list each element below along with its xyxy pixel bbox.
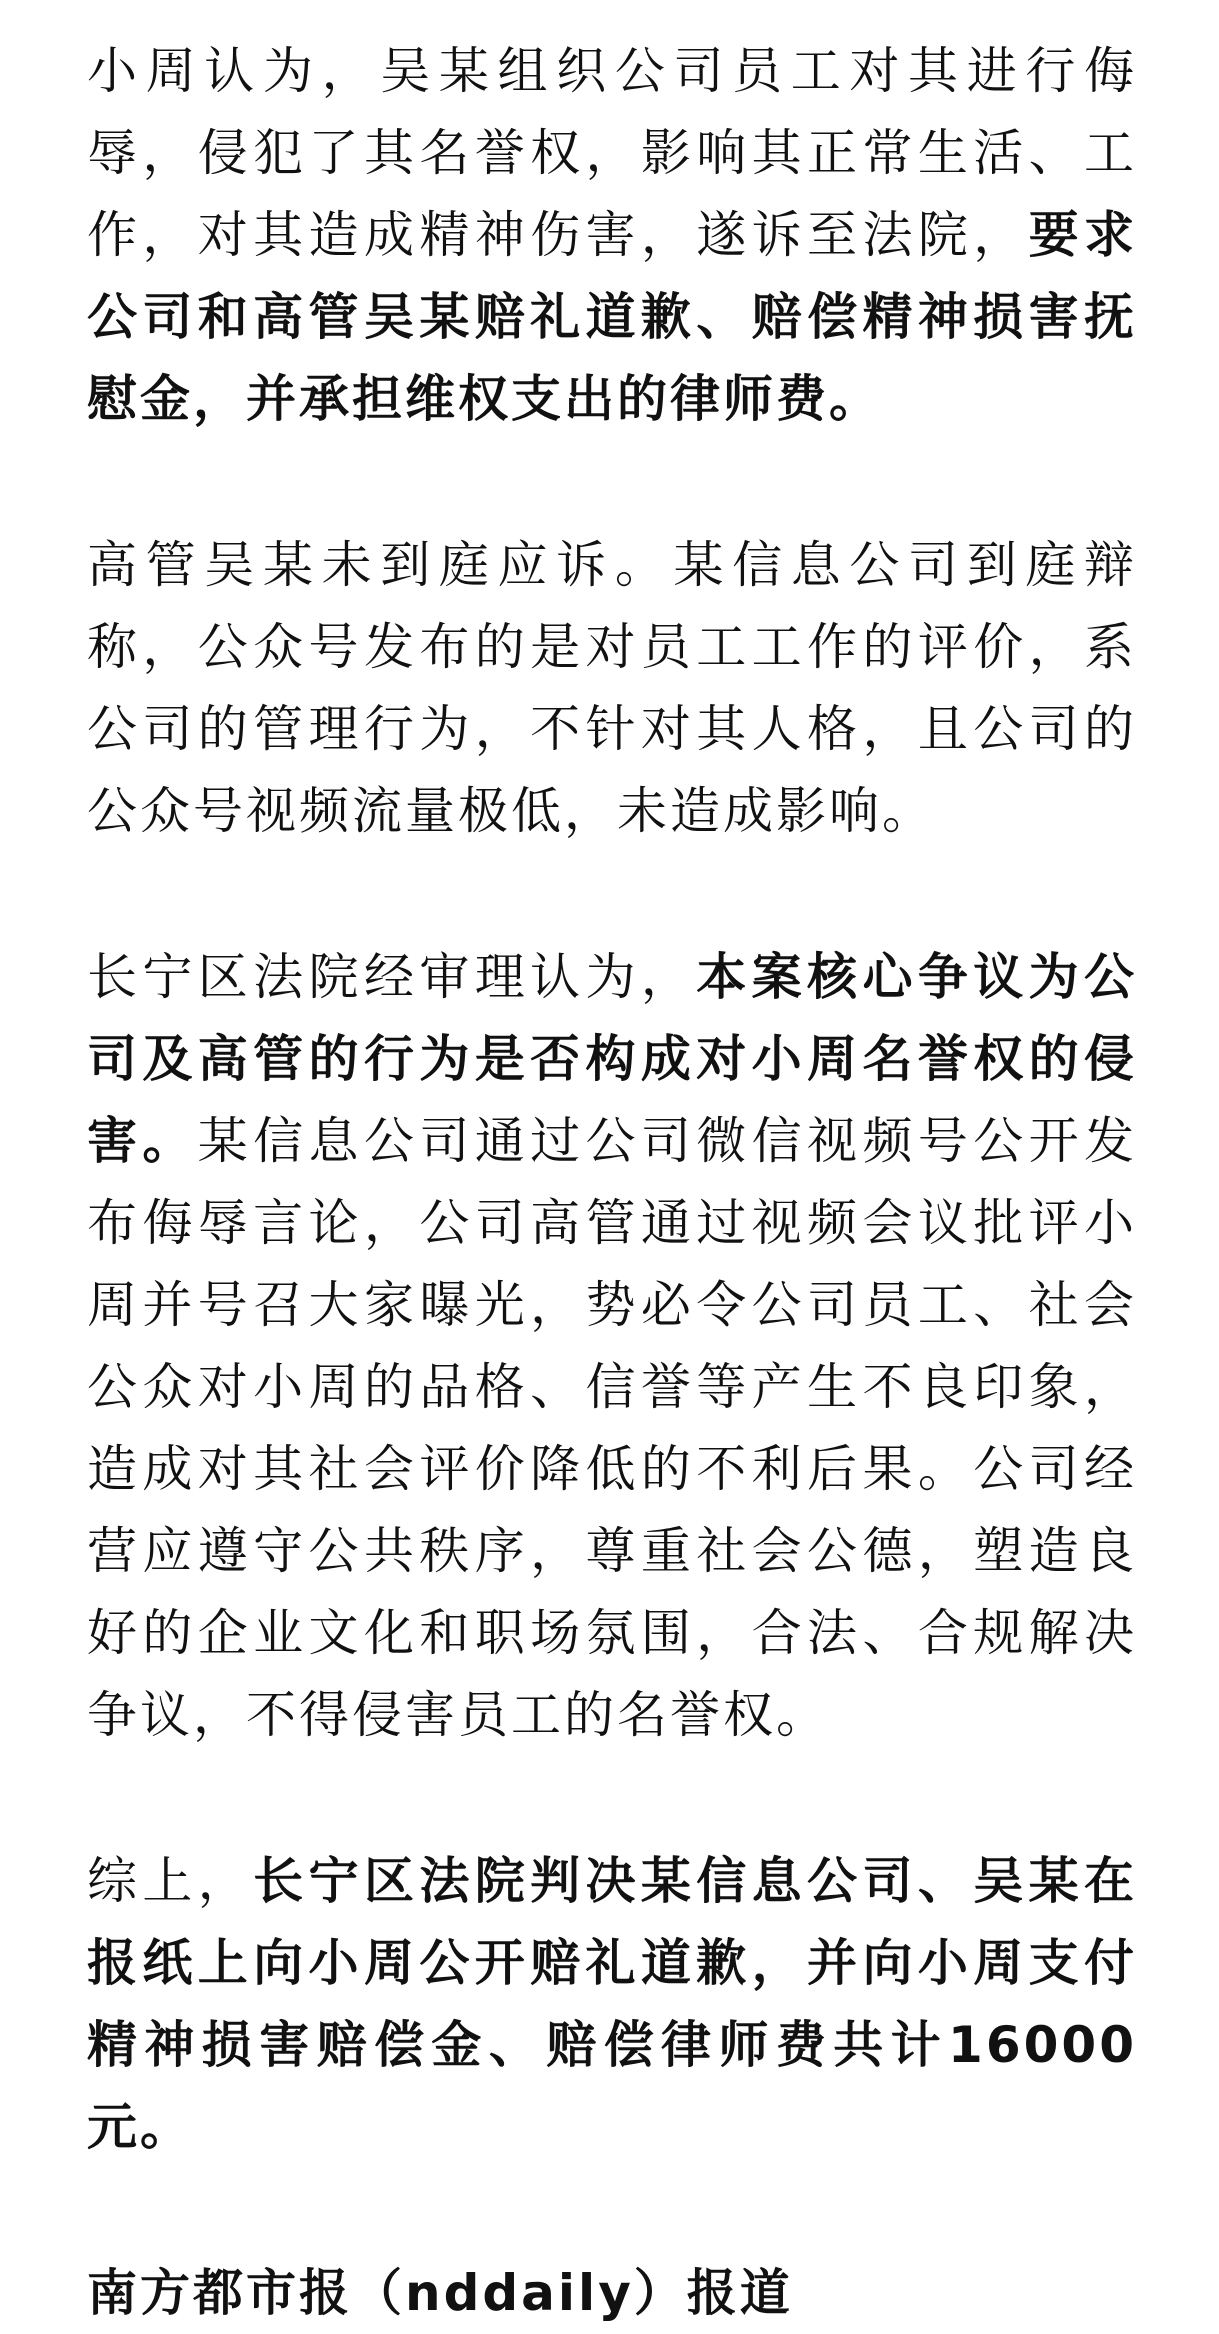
paragraph-defense [87,524,1137,852]
article-body [87,30,1137,2334]
bold-text-segment: 本案核心争议为公司及高管的行为是否构成对小周名誉权的侵害。 [87,948,1138,1170]
text-segment: 某信息公司通过公司微信视频号公开发布侮辱言论，公司高管通过视频会议批评小周并号召大家曝光，势必令公司员工、社会公众对小周的品格、信誉等产生不良印象，造成对其社会评价降低的不利后果。公司经营应遵守公共秩序，尊重社会公德，塑造良好的企业文化和职场氛围，合法、合规解决争议，不得侵害员工的名誉权。 [87,1112,1138,1744]
text-segment: 小周认为，吴某组织公司员工对其进行侮辱，侵犯了其名誉权，影响其正常生活、工作，对其造成精神伤害，遂诉至法院， [87,42,1137,264]
paragraph-judgment [87,1840,1137,2168]
bold-text-segment: 要求公司和高管吴某赔礼道歉、赔偿精神损害抚慰金，并承担维权支出的律师费。 [87,206,1138,428]
bold-text-segment: 长宁区法院判决某信息公司、吴某在报纸上向小周公开赔礼道歉，并向小周支付精神损害赔偿金、赔偿律师费共计16000元。 [87,1852,1138,2156]
text-segment: 综上， [87,1852,254,1910]
text-segment: 长宁区法院经审理认为， [87,948,697,1006]
paragraph-plaintiff-claim [87,30,1137,440]
source-credit [87,2252,1137,2334]
text-segment: 高管吴某未到庭应诉。某信息公司到庭辩称，公众号发布的是对员工工作的评价，系公司的管理行为，不针对其人格，且公司的公众号视频流量极低，未造成影响。 [87,536,1137,840]
source-credit-text: 南方都市报（nddaily）报道 [87,2264,793,2322]
paragraph-court-reasoning [87,936,1137,1756]
